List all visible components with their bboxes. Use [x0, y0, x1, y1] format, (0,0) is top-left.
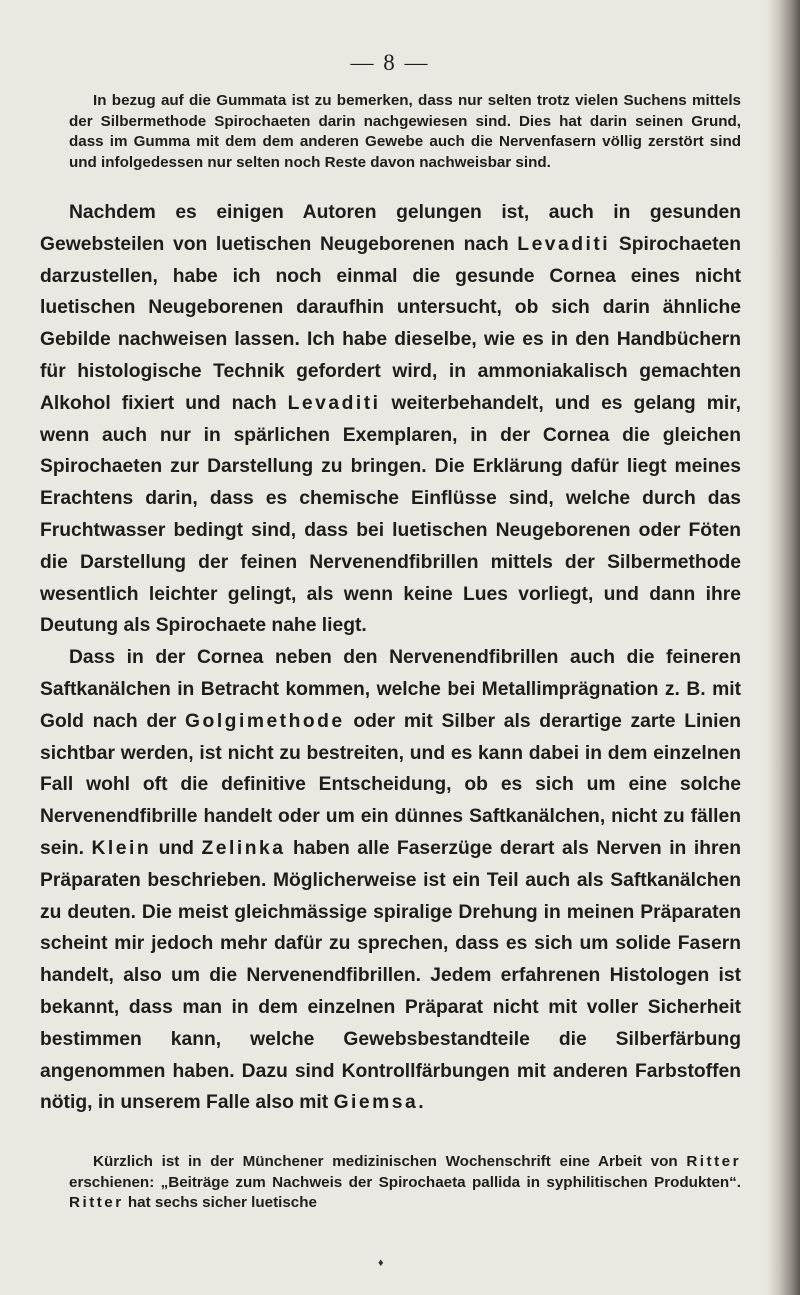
author-name: Giemsa — [333, 1092, 419, 1114]
text-segment: Spirochaeten darzustellen, habe ich noch einmal die gesunde Cornea eines nicht luetischen Neugeborenen daraufhin untersucht, ob sich darin ähnliche Gebilde nachweisen lassen. Ich habe dieselbe, wie es in den Handbüchern für histologische Technik gefordert wird, in ammoniakalisch gemachten Alkohol fixiert und nach — [40, 233, 741, 414]
author-name: Ritter — [69, 1194, 124, 1211]
text-segment: weiterbehandelt, und es gelang mir, wenn auch nur in spärlichen Exemplaren, in der Cornea die gleichen Spirochaeten zur Darstellung zu bringen. Die Erklärung dafür liegt meines Erachtens darin, dass es chemische Einflüsse sind, welche durch das Fruchtwasser bedingt sind, dass bei luetischen Neugeborenen oder Föten die Darstellung der feinen Nervenendfibrillen mittels der Silbermethode wesentlich leichter gelingt, als wenn keine Lues vorliegt, und dann ihre Deutung als Spirochaete nahe liegt. — [40, 392, 741, 637]
text-segment: haben alle Faserzüge derart als Nerven in ihren Präparaten beschrieben. Möglicherweise ist ein Teil auch als Saftkanälchen zu deuten. Die meist gleichmässige spiralige Drehung in meinen Präparaten scheint mir jedoch mehr dafür zu sprechen, dass es sich um solide Fasern handelt, also um die Nervenendfibrillen. Jedem erfahrenen Histologen ist bekannt, dass man in dem einzelnen Präparat nicht mit voller Sicherheit bestimmen kann, welche Gewebsbestandteile die Silberfärbung angenommen haben. Dazu sind Kontrollfärbungen mit anderen Farbstoffen nötig, in unserem Falle also mit — [40, 837, 741, 1114]
text-segment: . — [418, 1092, 424, 1114]
text-segment: Nachdem es einigen Autoren gelungen ist, auch in gesunden Gewebsteilen von luetischen Neugeborenen nach — [40, 202, 741, 255]
text-segment: oder mit Silber als derartige zarte Linien sichtbar werden, ist nicht zu bestreiten, und es kann dabei in dem einzelnen Fall wohl oft die definitive Entscheidung, ob es sich um eine solche Nervenendfibrille handelt oder um ein dünnes Saftkanälchen, nicht zu fällen sein. — [40, 710, 741, 859]
note-paragraph — [69, 1152, 741, 1214]
author-name: Levaditi — [517, 233, 611, 255]
intro-paragraph: In bezug auf die Gummata ist zu bemerken, dass nur selten trotz vielen Suchens mittels der Silbermethode Spirochaeten darin nachgewiesen sind. Dies hat darin seinen Grund, dass im Gumma mit dem dem anderen Gewebe auch die Nervenfasern völlig zerstört sind und infolgedessen nur selten noch Reste davon nachweisbar sind. — [69, 92, 741, 171]
page-number: — 8 — — [350, 50, 430, 75]
author-name: Levaditi — [287, 392, 381, 414]
note-paragraph-block — [69, 1152, 741, 1214]
author-name: Ritter — [686, 1153, 741, 1170]
intro-paragraph-block — [69, 91, 741, 173]
author-name: Klein — [91, 837, 152, 859]
paragraph-2 — [40, 642, 741, 1119]
text-segment: Dass in der Cornea neben den Nervenendfibrillen auch die feineren Saftkanälchen in Betracht kommen, welche bei Metallimprägnation z. B. mit Gold nach der — [40, 647, 741, 732]
print-speck-icon: ♦ — [378, 1257, 384, 1269]
text-segment: erschienen: „Beiträge zum Nachweis der Spirochaeta pallida in syphilitischen Produkten“. — [69, 1173, 741, 1191]
paragraph-1 — [40, 197, 741, 642]
page-edge-shadow — [766, 0, 800, 1295]
text-segment: hat sechs sicher luetische — [123, 1194, 317, 1211]
text-segment: und — [151, 837, 202, 859]
method-name: Golgimethode — [185, 710, 345, 732]
author-name: Zelinka — [201, 837, 286, 859]
text-segment: Kürzlich ist in der Münchener medizinischen Wochenschrift eine Arbeit von — [93, 1153, 687, 1170]
main-body — [40, 197, 741, 1119]
